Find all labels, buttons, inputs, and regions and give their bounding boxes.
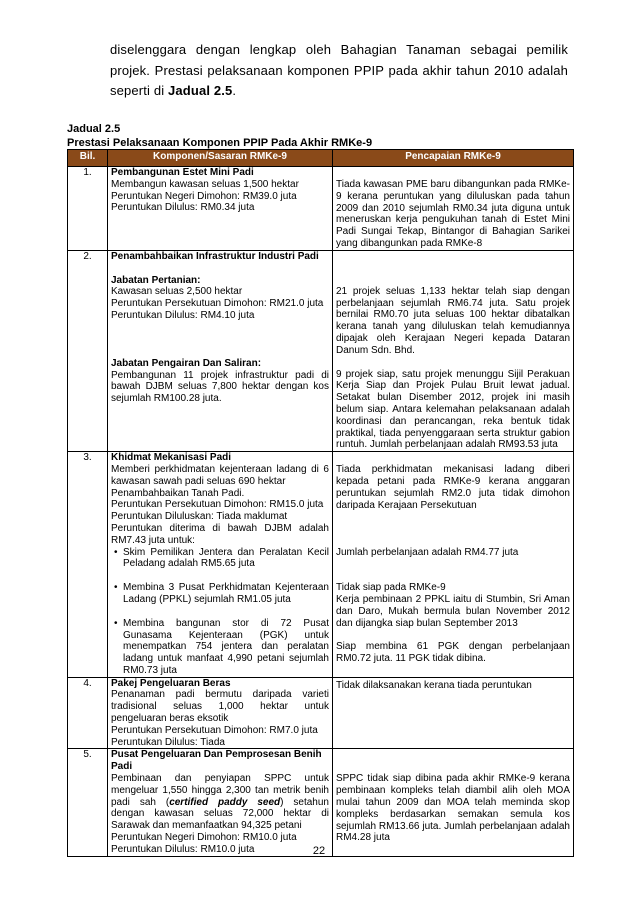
row-line: Penambahbaikan Tanah Padi.: [111, 487, 245, 499]
row-component: [108, 677, 333, 749]
intro-text: diselenggara dengan lengkap oleh Bahagian Tanaman sebagai pemilik projek. Prestasi pelaksanaan komponen PPIP pada akhir tahun 2010 adalah seperti di: [110, 42, 568, 98]
achievement-text: 9 projek siap, satu projek menunggu Sijil Perakuan Kerja Siap dan Projek Pulau Bruit lewat jadual. Setakat bulan Disember 2012, projek ini masih belum siap. Antara kelemahan pelaksanaan adalah koordinasi dan perancangan, reka bentuk tidak praktikal, tiada penyenggaraan serta struktur gabion runtuh. Jumlah perbelanjaan adalah RM93.53 juta: [336, 368, 570, 451]
achievement-text: Kerja pembinaan 2 PPKL iaitu di Stumbin, Sri Aman dan Daro, Mukah bermula bulan November 2012 dan dijangka siap bulan September 2013: [336, 593, 570, 629]
row-title: Khidmat Mekanisasi Padi: [111, 452, 232, 464]
row-line: Pembangunan 11 projek infrastruktur padi di bawah DJBM seluas 7,800 hektar dengan kos sejumlah RM100.28 juta.: [111, 369, 329, 405]
table-row: [68, 749, 574, 856]
row-line: Peruntukan Negeri Dimohon: RM39.0 juta: [111, 190, 297, 202]
performance-table: [67, 149, 574, 857]
row-line: Peruntukan Diluluskan: Tiada maklumat: [111, 511, 288, 523]
row-component: [108, 250, 333, 451]
row-line: Kawasan seluas 2,500 hektar: [111, 286, 243, 298]
achievement-text: Tidak siap pada RMKe-9: [336, 582, 446, 594]
row-title: Pusat Pengeluaran Dan Pemprosesan Benih Padi: [111, 749, 322, 773]
row-achievement: [333, 677, 574, 749]
row-title: Pakej Pengeluaran Beras: [111, 677, 231, 689]
achievement-text: Tiada perkhidmatan mekanisasi ladang diberi kepada petani pada RMKe-9 kerana anggaran peruntukan sejumlah RM2.0 juta tidak dimohon daripada Kerajaan Persekutuan: [336, 464, 570, 511]
row-line: Peruntukan Persekutuan Dimohon: RM21.0 juta: [111, 298, 324, 310]
row-line: [111, 773, 329, 832]
row-achievement: [333, 250, 574, 451]
row-subtitle: Jabatan Pengairan Dan Saliran:: [111, 357, 262, 369]
achievement-text: Tidak dilaksanakan kerana tiada peruntukan: [336, 679, 532, 691]
achievement-text: Tiada kawasan PME baru dibangunkan pada RMKe-9 kerana peruntukan yang diluluskan pada tahun 2009 dan 2010 sejumlah RM0.34 juta diguna untuk meneruskan kerja pengukuhan tanah di Estet Mini Padi Sungai Tekap, Bintangor di Bahagian Sarikei yang dibangunkan pada RMKe-8: [336, 179, 570, 249]
achievement-text: Jumlah perbelanjaan adalah RM4.77 juta: [336, 547, 519, 559]
caption-label: Jadual 2.5: [67, 123, 121, 135]
row-line: Membangun kawasan seluas 1,500 hektar: [111, 178, 299, 190]
row-achievement: [333, 167, 574, 251]
row-number: 4.: [68, 677, 108, 749]
row-line: Peruntukan Dilulus: RM10.0 juta: [111, 843, 255, 855]
table-reference: Jadual 2.5: [168, 83, 233, 98]
bullet-list: [111, 547, 329, 677]
row-line: Penanaman padi bermutu daripada varieti tradisional seluas 1,000 hektar untuk pengeluaran beras eksotik: [111, 689, 329, 725]
row-line: Peruntukan Dilulus: RM4.10 juta: [111, 309, 255, 321]
row-component: [108, 749, 333, 856]
row-line: Peruntukan diterima di bawah DJBM adalah RM7.43 juta untuk:: [111, 522, 329, 546]
row-line: Memberi perkhidmatan kejenteraan ladang di 6 kawasan sawah padi seluas 690 hektar: [111, 463, 329, 487]
achievement-text: 21 projek seluas 1,133 hektar telah siap dengan perbelanjaan sejumlah RM6.74 juta. Satu projek bernilai RM0.70 juta seluas 100 hektar dibatalkan kerana tanah yang diluluskan telah kemudiannya dipajak oleh Kerajaan Negeri kepada Dataran Danum Sdn. Bhd.: [336, 285, 570, 356]
table-row: [68, 677, 574, 749]
row-number: 1.: [68, 167, 108, 251]
achievement-text: Siap membina 61 PGK dengan perbelanjaan RM0.72 juta. 11 PGK tidak dibina.: [336, 641, 570, 665]
row-line: Peruntukan Persekutuan Dimohon: RM7.0 juta: [111, 724, 318, 736]
bullet-item: • Membina 3 Pusat Perkhidmatan Kejenteraan Ladang (PPKL) sejumlah RM1.05 juta: [123, 582, 329, 606]
row-line: Peruntukan Dilulus: Tiada: [111, 736, 225, 748]
header-komponen: Komponen/Sasaran RMKe-9: [108, 150, 333, 167]
header-bil: Bil.: [68, 150, 108, 167]
table-row: [68, 452, 574, 678]
row-title: Pembangunan Estet Mini Padi: [111, 167, 254, 178]
bullet-item: • Skim Pemilikan Jentera dan Peralatan Kecil Peladang adalah RM5.65 juta: [123, 547, 329, 571]
row-achievement: [333, 452, 574, 678]
header-pencapaian: Pencapaian RMKe-9: [333, 150, 574, 167]
intro-paragraph: [110, 40, 568, 102]
table-row: [68, 167, 574, 251]
row-number: 3.: [68, 452, 108, 678]
table-caption: [67, 123, 372, 150]
row-line: Peruntukan Persekutuan Dimohon: RM15.0 juta: [111, 499, 324, 511]
row-line: Peruntukan Dilulus: RM0.34 juta: [111, 202, 255, 214]
row-subtitle: Jabatan Pertanian:: [111, 274, 201, 286]
row-text: Pembinaan dan penyiapan SPPC untuk mengeluar 1,550 hingga 2,300 tan metrik benih padi sah (: [111, 773, 329, 808]
row-component: [108, 167, 333, 251]
page-number: 22: [312, 845, 326, 857]
row-number: 5.: [68, 749, 108, 856]
achievement-text: SPPC tidak siap dibina pada akhir RMKe-9 kerana pembinaan kompleks telah diambil alih oleh MOA mulai tahun 2009 dan MOA telah meminda skop kompleks berdasarkan semakan semula kos sejumlah RM13.66 juta. Jumlah perbelanjaan adalah RM4.28 juta: [336, 773, 570, 844]
row-text: ) setahun dengan kawasan seluas 72,000 hektar di Sarawak dan memanfaatkan 94,325 petani: [111, 796, 329, 832]
intro-end: .: [232, 83, 237, 98]
row-text-emphasis: certified paddy seed: [169, 796, 281, 808]
table-row: [68, 250, 574, 451]
row-component: [108, 452, 333, 678]
caption-title: Prestasi Pelaksanaan Komponen PPIP Pada Akhir RMKe-9: [67, 136, 373, 149]
row-achievement: [333, 749, 574, 856]
row-number: 2.: [68, 250, 108, 451]
table-header-row: [68, 150, 574, 167]
row-title: Penambahbaikan Infrastruktur Industri Padi: [111, 250, 319, 262]
row-line: Peruntukan Negeri Dimohon: RM10.0 juta: [111, 832, 297, 844]
bullet-item: • Membina bangunan stor di 72 Pusat Gunasama Kejenteraan (PGK) untuk menempatkan 754 jentera dan peralatan ladang untuk manfaat 4,990 petani sejumlah RM0.73 juta: [123, 618, 329, 677]
